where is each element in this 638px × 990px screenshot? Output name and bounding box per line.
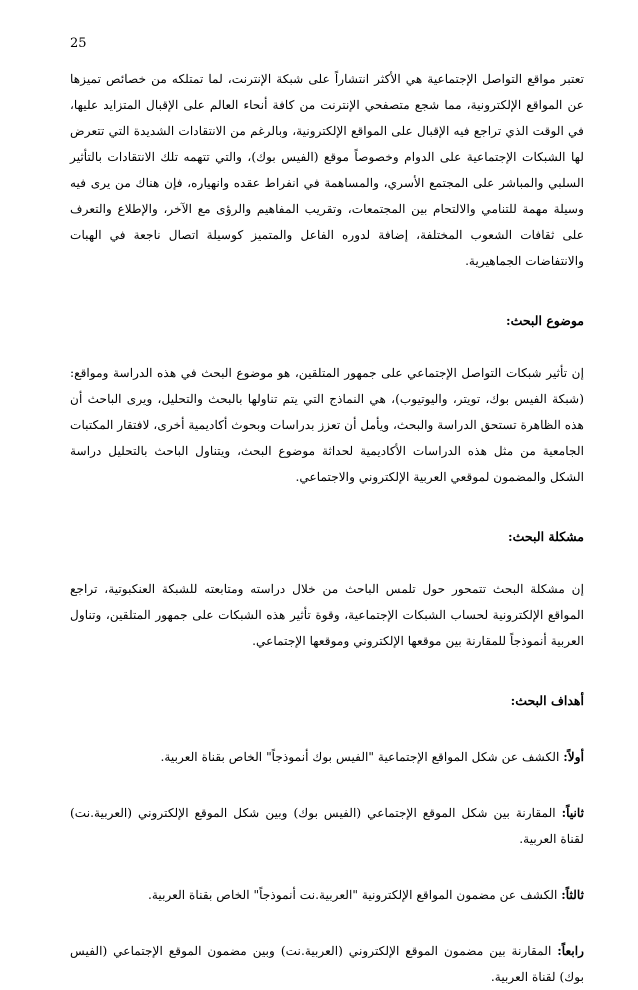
spacer	[70, 714, 584, 744]
goal-item	[70, 744, 584, 770]
spacer	[70, 908, 584, 938]
page-number: 25	[70, 36, 87, 51]
goal-item	[70, 882, 584, 908]
goal-label: ثانياً:	[561, 806, 584, 820]
goal-label: رابعاً:	[557, 944, 584, 958]
goal-text: المقارنة بين مضمون الموقع الإلكتروني (العربية.نت) وبين مضمون الموقع الإجتماعي (الفيس بوك) لقناة العربية.	[70, 944, 584, 984]
spacer	[70, 550, 584, 576]
goal-label: أولاً:	[563, 750, 584, 764]
goal-text: المقارنة بين شكل الموقع الإجتماعي (الفيس بوك) وبين شكل الموقع الإلكتروني (العربية.نت) لقناة العربية.	[70, 806, 584, 846]
topic-heading: موضوع البحث:	[505, 313, 584, 328]
goals-heading: أهداف البحث:	[510, 693, 584, 708]
goal-label: ثالثاً:	[561, 888, 584, 902]
spacer	[70, 334, 584, 360]
spacer	[70, 852, 584, 882]
topic-paragraph: إن تأثير شبكات التواصل الإجتماعي على جمهور المتلقين، هو موضوع البحث في هذه الدراسة ومواقع: (شبكة الفيس بوك، تويتر، واليوتيوب)، هي النماذج التي يتم تناولها بالبحث والتحليل، ويرى الباحث أن هذه الظاهرة تستحق الدراسة والبحث، ويأمل أن تعزز بدراسات وبحوث أكاديمية أخرى، لافتقار المكتبات الجامعية من مثل هذه الدراسات الأكاديمية لحداثة موضوع البحث، ويتناول الباحث بالتحليل دراسة الشكل والمضمون لموقعي العربية الإلكتروني والاجتماعي.	[70, 366, 584, 484]
problem-heading: مشكلة البحث:	[508, 529, 584, 544]
goal-item	[70, 938, 584, 990]
spacer	[70, 274, 584, 308]
spacer	[70, 654, 584, 688]
intro-paragraph: تعتبر مواقع التواصل الإجتماعية هي الأكثر انتشاراً على شبكة الإنترنت، لما تمتلكه من خصائص تميزها عن المواقع الإلكترونية، مما شجع متصفحي الإنترنت من كافة أنحاء العالم على الإقبال المتزايد عليها، في الوقت الذي تراجع فيه الإقبال على المواقع الإلكترونية، وبالرغم من الانتقادات الشديدة التي تتعرض لها الشبكات الإجتماعية على الدوام وخصوصاً موقع (الفيس بوك)، والتي تتهمه تلك الانتقادات بالتأثير السلبي والمباشر على المجتمع الأسري، والمساهمة في انفراط عقده وانهياره، فإن هناك من يرى فيه وسيلة مهمة للتنامي والالتحام بين المجتمعات، وتقريب المفاهيم والرؤى مع الآخر، والإطلاع والتعرف على ثقافات الشعوب المختلفة، إضافة لدوره الفاعل والمتميز كوسيلة اتصال ناجعة في الهبات والانتفاضات الجماهيرية.	[70, 72, 584, 268]
problem-paragraph: إن مشكلة البحث تتمحور حول تلمس الباحث من خلال دراسته ومتابعته للشبكة العنكبوتية، تراجع المواقع الإلكترونية لحساب الشبكات الإجتماعية، وقوة تأثير هذه الشبكات على جمهور المتلقين، وتناول العربية أنموذجاً للمقارنة بين موقعها الإلكتروني وموقعها الإجتماعي.	[70, 582, 584, 648]
spacer	[70, 770, 584, 800]
spacer	[70, 490, 584, 524]
goal-text: الكشف عن شكل المواقع الإجتماعية "الفيس بوك أنموذجاً" الخاص بقناة العربية.	[160, 750, 564, 764]
goal-text: الكشف عن مضمون المواقع الإلكترونية "العربية.نت أنموذجاً" الخاص بقناة العربية.	[147, 888, 562, 902]
page-content	[70, 66, 584, 990]
goal-item	[70, 800, 584, 852]
